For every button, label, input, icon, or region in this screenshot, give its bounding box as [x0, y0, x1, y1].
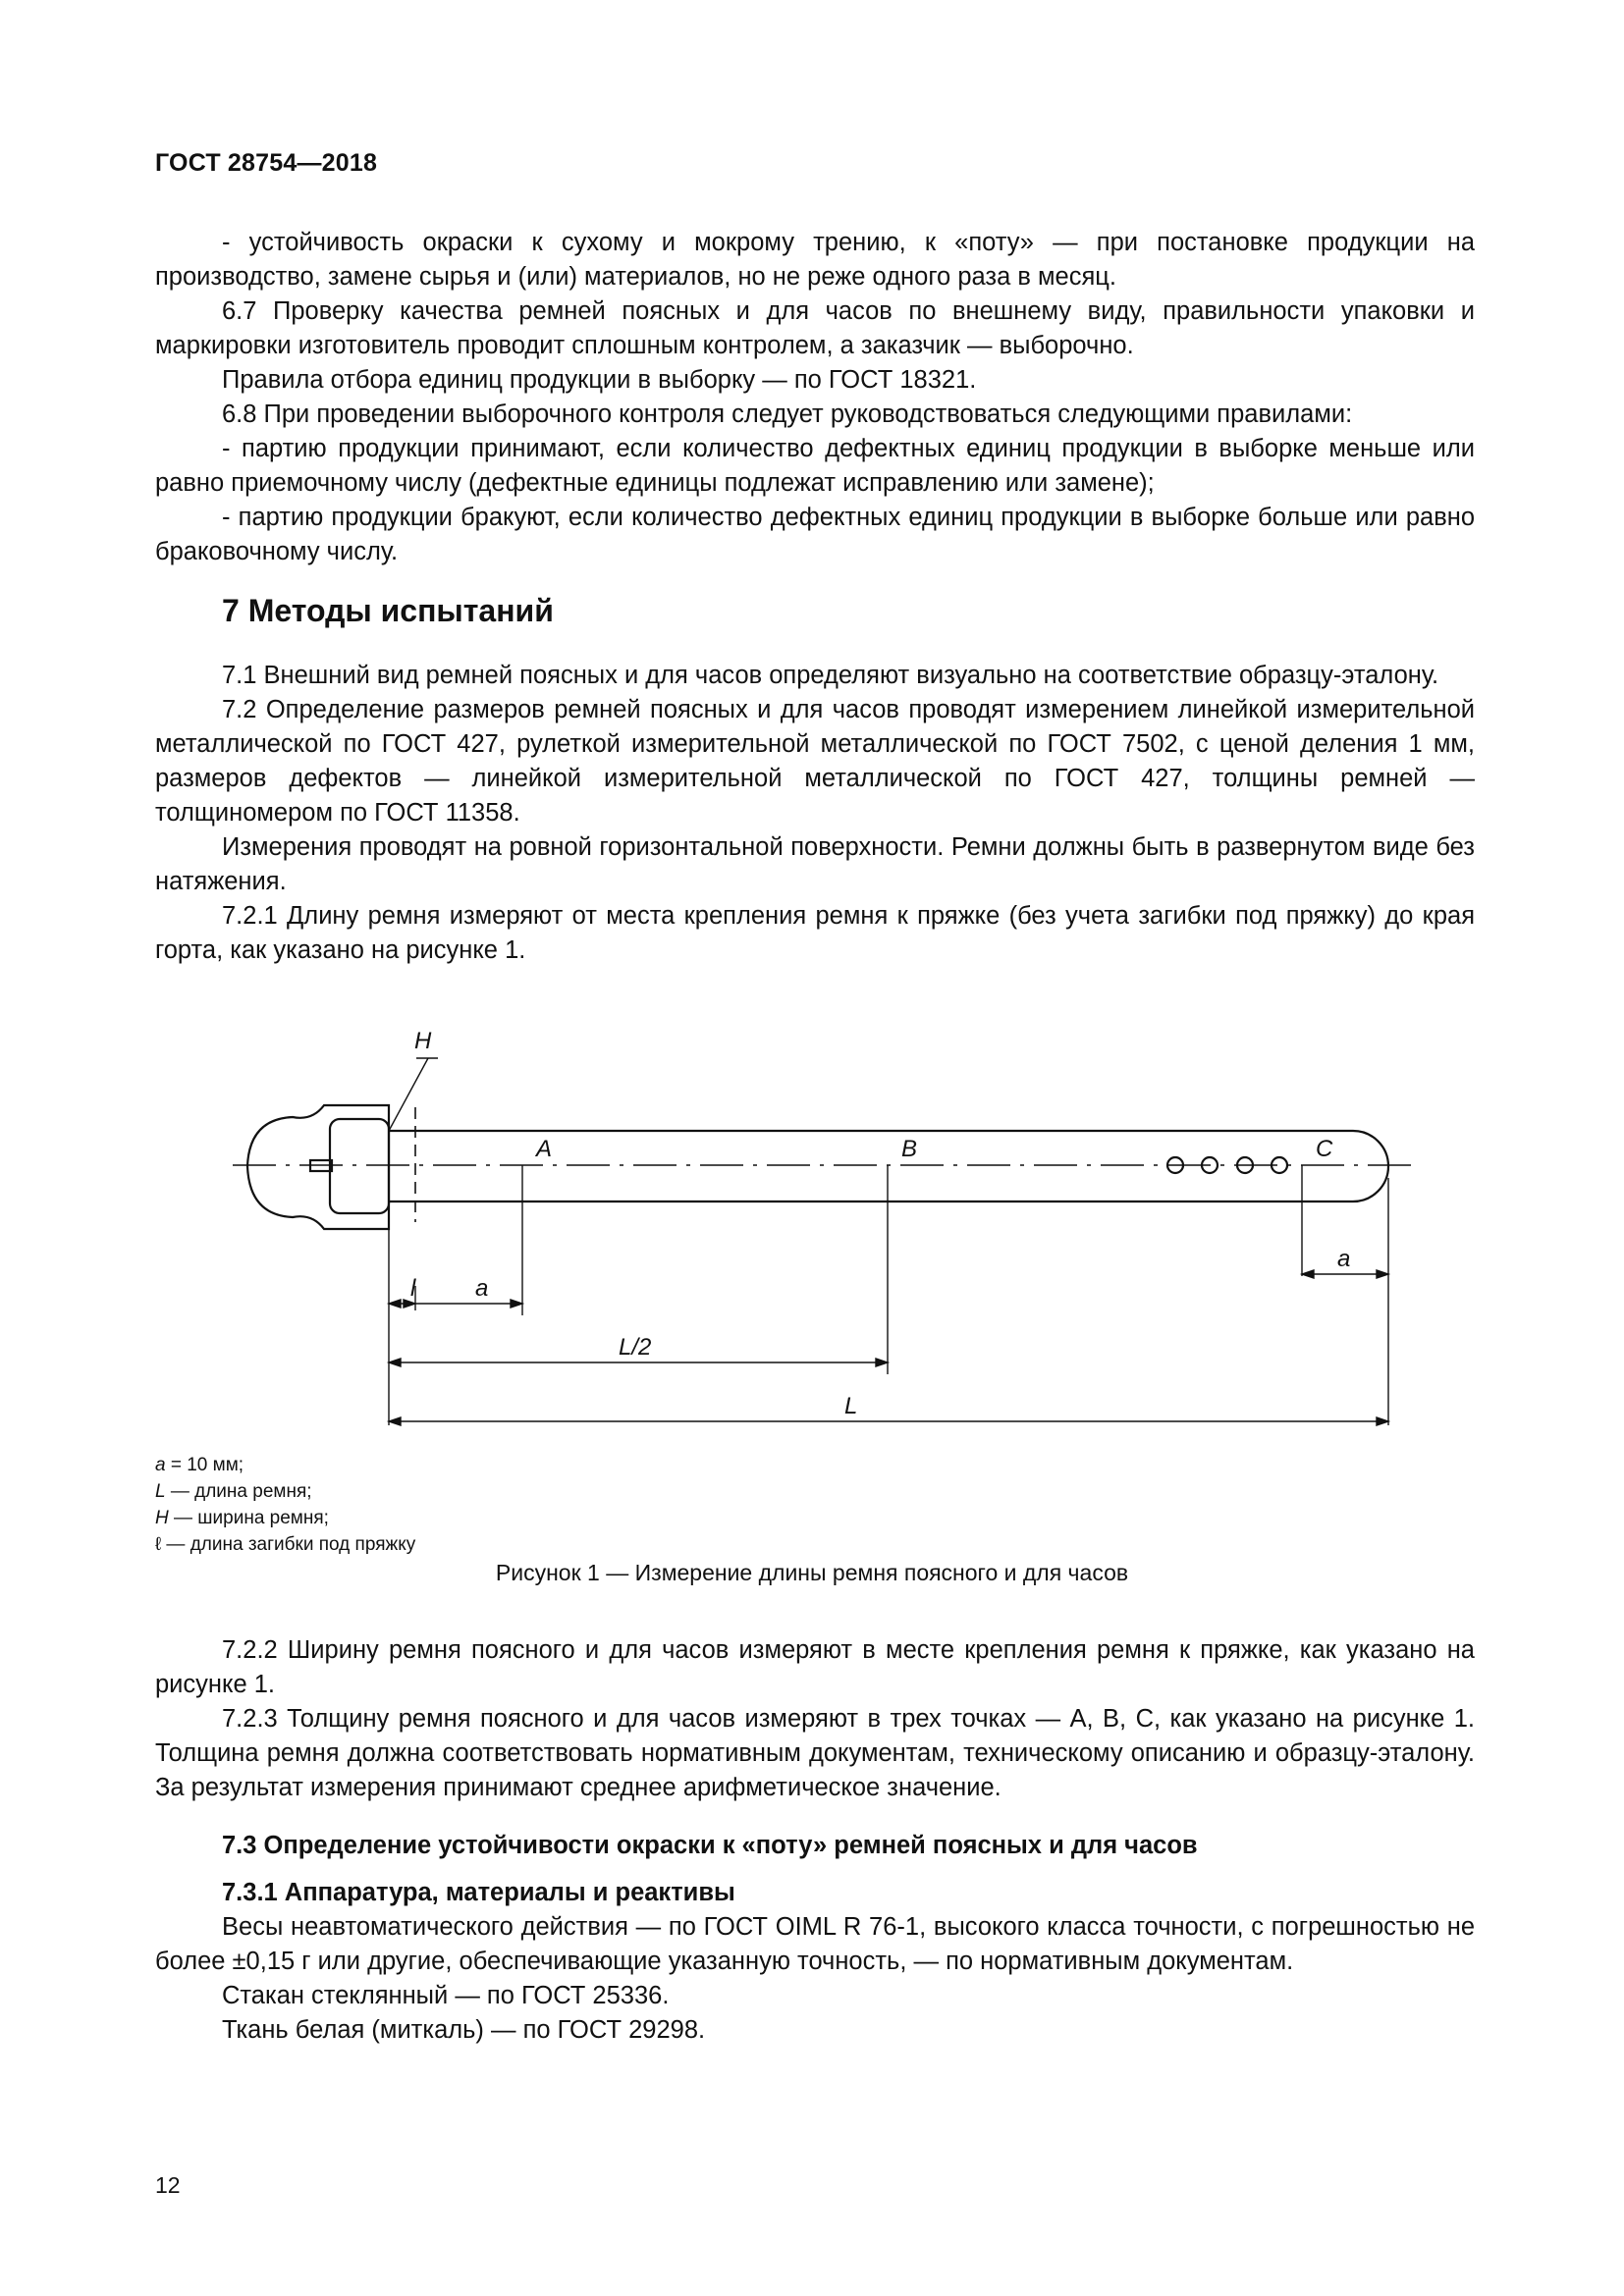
paragraph: 6.8 При проведении выборочного контроля следует руководствоваться следующими правилами: [222, 400, 1353, 428]
paragraph: 7.2.2 Ширину ремня поясного и для часов измеряют в месте крепления ремня к пряжке, как указано на рисунке 1. [155, 1636, 1475, 1698]
subsection-7-3-title: 7.3 Определение устойчивости окраски к «поту» ремней поясных и для часов [222, 1832, 1198, 1859]
text-block-apparatus [155, 1910, 1475, 2048]
label-A: A [536, 1136, 553, 1162]
label-H: H [414, 1028, 432, 1054]
paragraph: 7.2 Определение размеров ремней поясных и для часов проводят измерением линейкой измерительной металлической по ГОСТ 427, рулеткой измерительной металлической по ГОСТ 7502, с ценой деления 1 мм, размеров дефектов — линейкой измерительной металлической по ГОСТ 427, толщины ремней — толщиномером по ГОСТ 11358. [155, 696, 1475, 827]
paragraph: 7.2.3 Толщину ремня поясного и для часов измеряют в трех точках — A, B, C, как указано на рисунке 1. Толщина ремня должна соответствовать нормативным документам, техническому описанию и образцу-эталону. За результат измерения принимают среднее арифметическое значение. [155, 1705, 1475, 1801]
label-B: B [901, 1136, 918, 1162]
buckle-inner-frame [330, 1119, 389, 1213]
paragraph: - устойчивость окраски к сухому и мокрому трению, к «поту» — при постановке продукции на производство, замене сырья и (или) материалов, но не реже одного раза в месяц. [155, 229, 1475, 291]
figure-caption: Рисунок 1 — Измерение длины ремня поясного и для часов [495, 1560, 1129, 1585]
page-number: 12 [155, 2172, 181, 2198]
document-code-header: ГОСТ 28754—2018 [155, 149, 378, 177]
legend-item: H — ширина ремня; [155, 1508, 329, 1528]
legend-item: ℓ — длина загибки под пряжку [155, 1534, 416, 1555]
paragraph: 7.2.1 Длину ремня измеряют от места крепления ремня к пряжке (без учета загибки под пряжку) до края горта, как указано на рисунке 1. [155, 902, 1475, 964]
paragraph: 6.7 Проверку качества ремней поясных и для часов по внешнему виду, правильности упаковки и маркировки изготовитель проводит сплошным контролем, а заказчик — выборочно. [155, 297, 1475, 359]
text-block-width-thickness [155, 1633, 1475, 1805]
paragraph: 7.1 Внешний вид ремней поясных и для часов определяют визуально на соответствие образцу-эталону. [222, 662, 1439, 689]
legend-item: a = 10 мм; [155, 1455, 244, 1475]
paragraph: Правила отбора единиц продукции в выборку — по ГОСТ 18321. [222, 366, 977, 394]
label-half-L: L/2 [619, 1334, 652, 1361]
figure-legend [155, 1452, 415, 1558]
text-block-quality-control [155, 226, 1475, 569]
paragraph: Стакан стеклянный — по ГОСТ 25336. [222, 1982, 670, 2009]
paragraph: Весы неавтоматического действия — по ГОСТ OIML R 76-1, высокого класса точности, с погрешностью не более ±0,15 г или другие, обеспечивающие указанную точность, — по нормативным документам. [155, 1913, 1475, 1975]
label-l: l [410, 1275, 416, 1302]
belt-measurement-figure [226, 1001, 1434, 1433]
paragraph: - партию продукции бракуют, если количество дефектных единиц продукции в выборке больше или равно браковочному числу. [155, 504, 1475, 565]
width-leader-line [389, 1058, 428, 1131]
paragraph: Ткань белая (миткаль) — по ГОСТ 29298. [222, 2016, 706, 2044]
subsection-7-3-1-title: 7.3.1 Аппаратура, материалы и реактивы [222, 1879, 735, 1906]
label-a: a [475, 1275, 489, 1302]
paragraph: Измерения проводят на ровной горизонтальной поверхности. Ремни должны быть в развернутом виде без натяжения. [155, 833, 1475, 895]
section-7-title: 7 Методы испытаний [222, 593, 554, 628]
label-L: L [844, 1393, 858, 1419]
text-block-test-methods [155, 659, 1475, 968]
paragraph: - партию продукции принимают, если количество дефектных единиц продукции в выборке меньше или равно приемочному числу (дефектные единицы подлежат исправлению или замене); [155, 435, 1475, 497]
label-a-right: a [1337, 1246, 1351, 1272]
legend-item: L — длина ремня; [155, 1481, 312, 1502]
buckle-outer [247, 1105, 389, 1229]
label-C: C [1316, 1136, 1333, 1162]
